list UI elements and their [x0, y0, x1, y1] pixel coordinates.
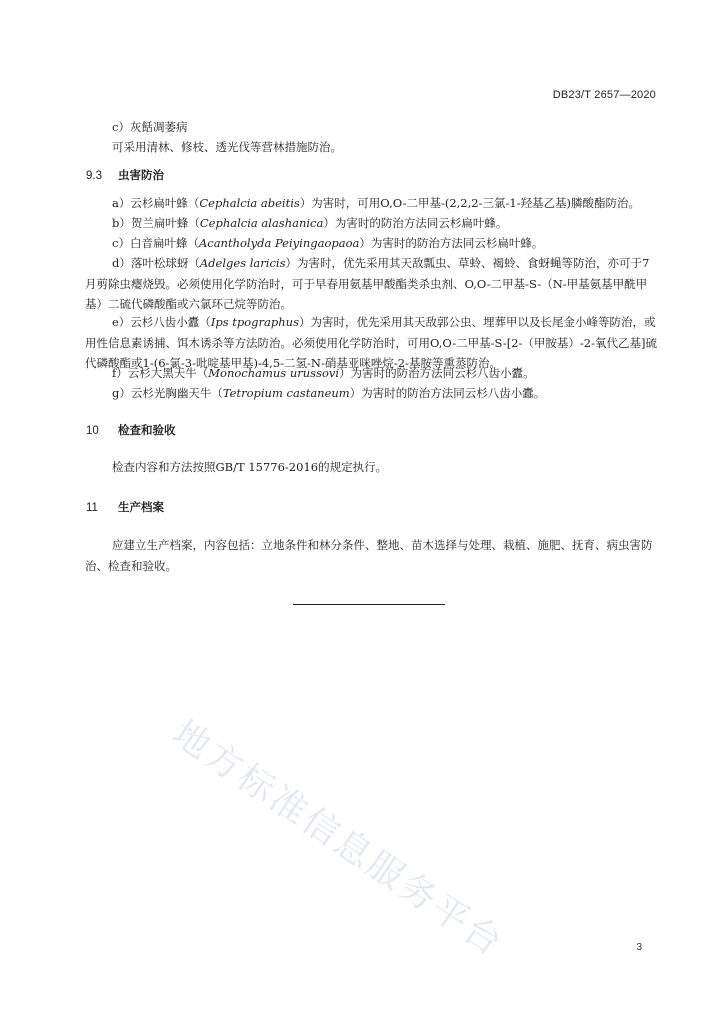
page-number: 3: [636, 942, 642, 953]
pest-c-pre: c）白音扁叶蜂（: [112, 236, 199, 250]
section-number: 9.3: [86, 170, 102, 182]
pest-b-pre: b）贺兰扁叶蜂（: [112, 216, 200, 230]
pest-f-latin-name: Monochamus urussovi: [208, 366, 340, 380]
pest-f-post: ）为害时的防治方法同云杉八齿小蠹。: [339, 366, 535, 380]
pest-g-latin-name: Tetropium castaneum: [222, 386, 350, 400]
section-11-text: 应建立生产档案，内容包括：立地条件和林分条件、整地、苗木选择与处理、栽植、施肥、抚育、病虫害防治、检查和验收。: [85, 538, 653, 573]
section-10-text: 检查内容和方法按照GB/T 15776-2016的规定执行。: [112, 460, 388, 474]
pest-e-pre: e）云杉八齿小蠹（: [112, 315, 211, 329]
disease-c-text: 可采用清林、修枝、透光伐等营林措施防治。: [112, 140, 342, 154]
pest-d-latin-name: Adelges laricis: [199, 256, 286, 270]
pest-a-pre: a）云杉扁叶蜂（: [112, 196, 200, 210]
pest-c-post: ）为害时的防治方法同云杉扁叶蜂。: [359, 236, 544, 250]
pest-item-d: [85, 253, 660, 315]
document-number-header: DB23/T 2657—2020: [552, 89, 656, 101]
pest-b-latin-name: Cephalcia alashanica: [199, 216, 324, 230]
pest-f-pre: f）云杉大黑天牛（: [112, 366, 209, 380]
pest-g-post: ）为害时的防治方法同云杉八齿小蠹。: [349, 386, 546, 400]
pest-c-latin-name: Acantholyda Peiyingaopaoa: [198, 236, 360, 250]
section-title: 生产档案: [118, 502, 164, 514]
section-title: 虫害防治: [118, 170, 164, 182]
pest-item-b: [85, 213, 660, 234]
pest-g-pre: g）云杉光胸幽天牛（: [112, 386, 223, 400]
section-10-heading: [86, 422, 176, 438]
pest-e-latin-name: Ips tpographus: [210, 315, 299, 329]
pest-item-a: [85, 193, 660, 214]
watermark: 地方标准信息服务平台: [164, 712, 512, 966]
disease-c-title: c）灰餂凋萎病: [112, 120, 188, 134]
pest-item-c: [85, 233, 660, 254]
pest-a-latin-name: Cephalcia abeitis: [199, 196, 300, 210]
section-number: 11: [86, 502, 98, 514]
pest-d-post: ）为害时，优先采用其天敌瓢虫、草蛉、褐蛉、食蚜蝇等防治，亦可于7月剪除虫瘿烧毁。必须使用化学防治时，可于早春用氨基甲酸酯类杀虫剂、O,O-二甲基-S-（N-甲基氨基甲酰甲基）二硫代磷酸酯或六氯环己烷等防治。: [85, 256, 650, 311]
section-9-3-heading: [86, 167, 164, 183]
pest-d-pre: d）落叶松球蚜（: [112, 256, 200, 270]
pest-e-post: ）为害时，优先采用其天敌郭公虫、埋葬甲以及长尾金小峰等防治，或用性信息素诱捕、饵木诱杀等方法防治。必须使用化学防治时，可用O,O-二甲基-S-[2-（甲胺基）-2-氧代乙基]硫代磷酸酯或1-(6-氯-3-吡啶基甲基)-4,5-二氢-N-硝基亚咪唑烷-2-基胺等熏蒸防治。: [85, 315, 657, 370]
pest-item-g: [85, 383, 660, 404]
pest-a-post: ）为害时，可用O,O-二甲基-(2,2,2-三氯-1-羟基乙基)膦酸酯防治。: [299, 196, 641, 210]
end-rule: [293, 604, 445, 605]
pest-item-f: [85, 363, 660, 384]
section-11-heading: [86, 499, 164, 515]
section-number: 10: [86, 425, 99, 437]
section-title: 检查和验收: [118, 425, 176, 437]
pest-b-post: ）为害时的防治方法同云杉扁叶蜂。: [323, 216, 508, 230]
